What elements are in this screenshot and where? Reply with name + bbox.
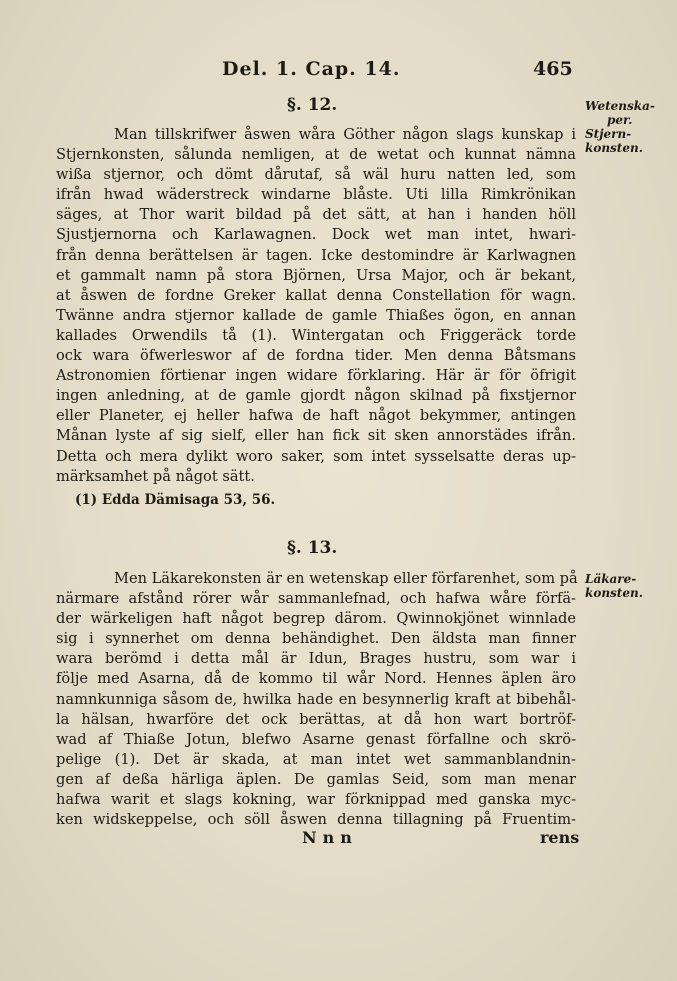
section-heading-12: §. 12.	[287, 95, 338, 115]
margin-note-astronomy	[585, 99, 665, 155]
running-title: Del. 1. Cap. 14.	[222, 58, 401, 80]
signature-mark: Nnn	[302, 828, 358, 847]
text-line: hafwa warit et slags kokning, war förknippad med ganska myc-	[56, 791, 576, 809]
text-line: Man tillskrifwer åswen wåra Göther någon slags kunskap i	[114, 126, 576, 143]
text-line: Twänne andra stjernor kallade de gamle Thiaßes ögon, en annan	[56, 306, 576, 324]
page-footer	[0, 828, 677, 850]
page-number: 465	[533, 58, 573, 80]
text-line: eller Planeter, ej heller hafwa de haft något bekymmer, antingen	[56, 407, 576, 425]
text-line: närmare afstånd rörer wår sammanlefnad, och hafwa wåre förfä-	[56, 590, 576, 608]
section-13-paragraph	[56, 569, 576, 830]
text-line: ock wara öfwerleswor af de fordna tider. Men denna Båtsmans	[56, 347, 576, 365]
margin-note-line: konsten.	[585, 586, 643, 600]
text-line: sig i synnerhet om denna behändighet. Den äldsta man finner	[56, 630, 576, 648]
text-line: märksamhet på något sätt.	[56, 467, 255, 485]
text-line: från denna berättelsen är tagen. Icke destomindre är Karlwagnen	[56, 246, 576, 264]
section-12-paragraph	[56, 125, 576, 487]
margin-note-line: konsten.	[585, 141, 643, 155]
text-line: ingen anledning, at de gamle gjordt någon skilnad på fixstjernor	[56, 387, 576, 405]
text-line: wara berömd i detta mål är Idun, Brages hustru, som war i	[56, 650, 576, 668]
text-line: et gammalt namn på stora Björnen, Ursa Major, och är bekant,	[56, 266, 576, 284]
section-heading-13: §. 13.	[287, 538, 338, 558]
text-line: Sjustjernorna och Karlawagnen. Dock wet man intet, hwari-	[56, 226, 576, 244]
text-line: wad af Thiaße Jotun, blefwo Asarne genast förfallne och skrö-	[56, 730, 576, 748]
text-line: wißa stjernor, och dömt dårutaf, så wäl huru natten led, som	[56, 166, 576, 184]
text-line: Detta och mera dylikt woro saker, som intet sysselsatte deras up-	[56, 447, 576, 465]
text-line: Men Läkarekonsten är en wetenskap eller förfarenhet, som på	[114, 570, 578, 587]
catchword: rens	[540, 828, 580, 847]
margin-note-line: Wetenska-	[585, 99, 655, 113]
text-line: kallades Orwendils tå (1). Wintergatan och Friggeräck torde	[56, 326, 576, 344]
text-line: ifrån hwad wäderstreck windarne blåste. Uti lilla Rimkrönikan	[56, 186, 576, 204]
text-line: pelige (1). Det är skada, at man intet wet sammanblandnin-	[56, 750, 576, 768]
text-line: namnkunniga såsom de, hwilka hade en besynnerlig kraft at bibehål-	[56, 690, 576, 708]
text-line: gen af deßa härliga äplen. De gamlas Seid, som man menar	[56, 770, 576, 788]
text-line: der wärkeligen haft något begrep därom. Qwinnokjönet winnlade	[56, 610, 576, 628]
margin-note-line: per.	[607, 113, 633, 127]
text-line: Stjernkonsten, sålunda nemligen, at de wetat och kunnat nämna	[56, 146, 576, 164]
text-line: säges, at Thor warit bildad på det sätt, at han i handen höll	[56, 206, 576, 224]
page-header	[0, 58, 677, 88]
text-line: at åswen de fordne Greker kallat denna Constellation för wagn.	[56, 286, 576, 304]
text-line: la hälsan, hwarföre det ock berättas, at då hon wart bortröf-	[56, 710, 576, 728]
text-line: Månan lyste af sig sielf, eller han fick sit sken annorstädes ifrån.	[56, 427, 576, 445]
margin-note-line: Stjern-	[585, 127, 632, 141]
text-line: Astronomien förtienar ingen widare förklaring. Här är för öfrigit	[56, 367, 576, 385]
text-line: ken widskeppelse, och söll åswen denna tillagning på Fruentim-	[56, 811, 576, 829]
footnote: (1) Edda Dämisaga 53, 56.	[75, 492, 276, 508]
margin-note-line: Läkare-	[585, 572, 637, 586]
text-line: följe med Asarna, då de kommo til wår Nord. Hennes äplen äro	[56, 670, 576, 688]
margin-note-medicine	[585, 572, 665, 600]
